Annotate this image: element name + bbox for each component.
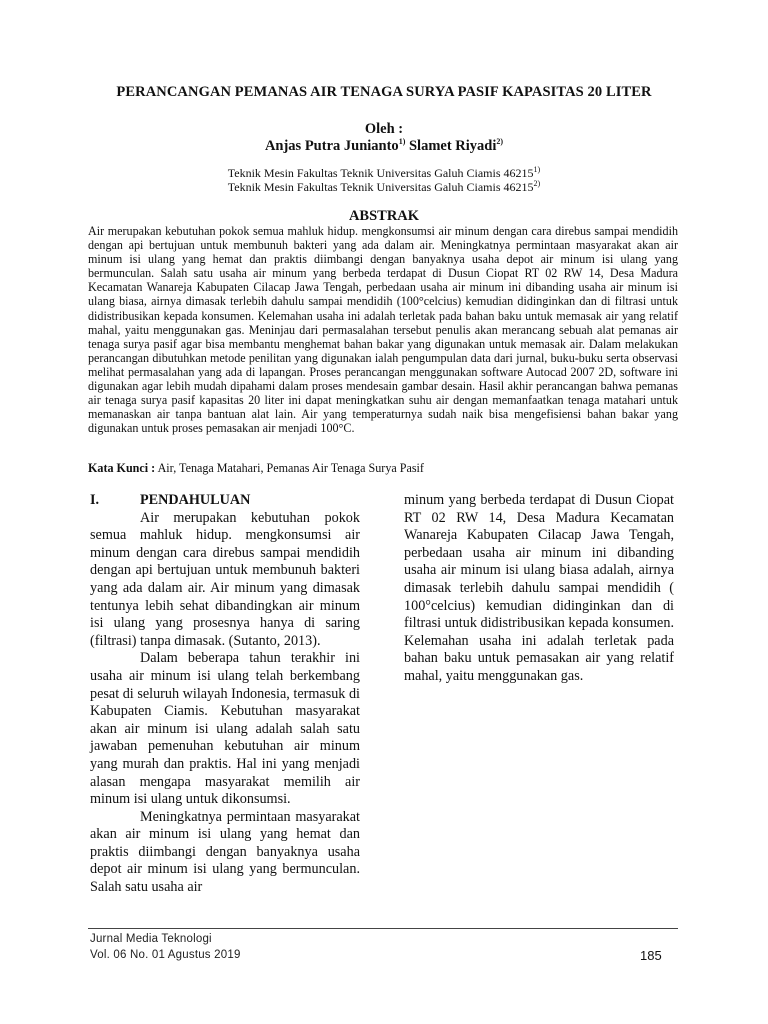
author-1-marker: 1) (398, 137, 406, 147)
footer-volume: Vol. 06 No. 01 Agustus 2019 (90, 949, 241, 961)
abstract-heading: ABSTRAK (348, 208, 420, 224)
keywords-label: Kata Kunci : (88, 461, 156, 475)
footer-divider (88, 928, 678, 929)
section-heading (90, 492, 360, 510)
keywords-text: Air, Tenaga Matahari, Pemanas Air Tenaga Surya Pasif (157, 461, 424, 475)
left-column (90, 492, 360, 897)
affiliation-2-text: Teknik Mesin Fakultas Teknik Universitas Galuh Ciamis 46215 (227, 180, 534, 194)
affiliation-2 (40, 180, 728, 195)
author-1-name: Anjas Putra Junianto (264, 138, 399, 154)
oleh-label: Oleh : (364, 121, 404, 137)
paragraph-3-continued: minum yang berbeda terdapat di Dusun Ciopat RT 02 RW 14, Desa Madura Kecamatan Wanareja Kabupaten Cilacap Jawa Tengah, perbedaan usaha air minum ini dibanding usaha air minum isi ulang biasa adalah, airnya dimasak terlebih dahulu sampai mendidih ( 100°celcius) kemudian didinginkan dan di filtrasi untuk didistribusikan kepada konsumen. Kelemahan usaha ini adalah terletak pada bahan baku untuk pemasakan air yang relatif mahal, yaitu menggunakan gas. (404, 492, 674, 684)
paragraph-2: Dalam beberapa tahun terakhir ini usaha air minum isi ulang telah berkembang pesat di seluruh wilayah Indonesia, termasuk di Kabupaten Ciamis. Kebutuhan masyarakat akan air minum isi ulang adalah salah satu jawaban pemenuhan kebutuhan air minum yang murah dan praktis. Hal ini yang menjadi alasan mengapa masyarakat memilih air minum isi ulang untuk dikonsumsi. (90, 650, 360, 808)
section-title: PENDAHULUAN (140, 492, 251, 508)
affiliation-1 (40, 166, 728, 181)
footer-journal-name: Jurnal Media Teknologi (90, 933, 212, 945)
affiliation-1-marker: 1) (533, 165, 541, 174)
right-column (404, 492, 674, 686)
abstract-body: Air merupakan kebutuhan pokok semua mahluk hidup. mengkonsumsi air minum dengan cara direbus sampai mendidih dengan api bertujuan untuk membunuh bakteri yang ada dalam air. Meningkatnya permintaan masyarakat akan air minum isi ulang yang hemat dan praktis diimbangi dengan banyaknya usaha depot air minum isi ulang yang bermunculan. Salah satu usaha air minum yang berbeda terdapat di Dusun Ciopat RT 02 RW 14, Desa Madura Kecamatan Wanareja Kabupaten Cilacap Jawa Tengah, perbedaan usaha air minum ini dibanding usaha air minum isi ulang biasa, airnya dimasak terlebih dahulu sampai mendidih (100°celcius) kemudian didinginkan dan di filtrasi untuk didistribusikan kepada konsumen. Kelemahan usaha ini adalah terletak pada bahan baku untuk memasak air yang relatif mahal, yaitu menggunakan gas. Meninjau dari permasalahan tersebut penulis akan merancang sebuah alat pemanas air tenaga surya pasif agar bisa membantu menghemat bahan bakar yang digunakan untuk memasak air. Dalam melakukan perancangan dibutuhkan metode penilitan yang digunakan ialah pengumpulan data dari jurnal, buku-buku serta observasi melihat permasalahan yang ada di lapangan. Proses perancangan menggunakan software Autocad 2007 2D, software ini digunakan agar lebih mudah dipahami dalam proses mendesain gambar desain. Hasil akhir perancangan bahwa pemanas air tenaga surya pasif kapasitas 20 liter ini dapat meningkatkan suhu air dengan memanfaatkan tenaga matahari untuk memanaskan air tanpa bantuan alat lain. Air yang temperaturnya sudah naik bisa mengefisiensi bahan bakar yang digunakan untuk proses pemasakan air menjadi 100°C. (88, 224, 678, 436)
author-list (40, 138, 728, 155)
page-number: 185 (640, 948, 662, 963)
keywords (88, 461, 688, 476)
section-number: I. (90, 492, 100, 508)
author-2-name: Slamet Riyadi (408, 138, 497, 154)
paragraph-3: Meningkatnya permintaan masyarakat akan air minum isi ulang yang hemat dan praktis diimbangi dengan banyaknya usaha depot air minum isi ulang yang bermunculan. Salah satu usaha air (90, 808, 360, 896)
affiliation-1-text: Teknik Mesin Fakultas Teknik Universitas Galuh Ciamis 46215 (227, 166, 534, 180)
author-2-marker: 2) (496, 137, 504, 147)
affiliation-2-marker: 2) (533, 179, 541, 188)
paragraph-1: Air merupakan kebutuhan pokok semua mahluk hidup. mengkonsumsi air minum dengan cara direbus sampai mendidih dengan api bertujuan untuk membunuh bakteri yang ada dalam air. Air minum yang dimasak tentunya lebih sehat dibandingkan air minum isi ulang yang prosesnya hanya di saring (filtrasi) tanpa dimasak. (Sutanto, 2013). (90, 509, 360, 649)
paper-title: PERANCANGAN PEMANAS AIR TENAGA SURYA PASIF KAPASITAS 20 LITER (116, 84, 652, 100)
